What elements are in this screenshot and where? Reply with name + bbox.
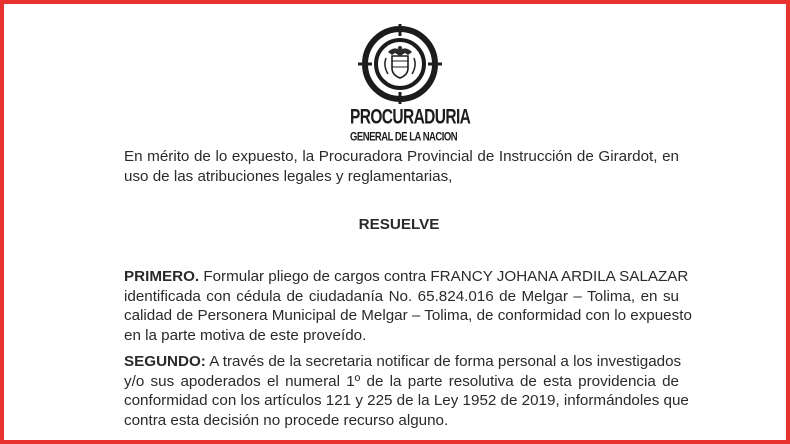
segundo-label: SEGUNDO: <box>124 353 206 370</box>
primero-line <box>124 267 689 287</box>
segundo-paragraph <box>124 352 689 430</box>
logo-subtitle: GENERAL DE LA NACION <box>350 130 458 145</box>
logo-title: PROCURADURIA <box>350 106 471 129</box>
intro-paragraph <box>124 147 679 186</box>
resolve-heading: RESUELVE <box>358 216 440 233</box>
intro-line: uso de las atribuciones legales y reglamentarias, <box>124 167 453 185</box>
segundo-line <box>124 352 682 372</box>
segundo-line: y/o sus apoderados el numeral 1º de la parte resolutiva de esta providencia de <box>124 372 679 390</box>
intro-line: En mérito de lo expuesto, la Procuradora Provincial de Instrucción de Girardot, en <box>124 148 679 165</box>
primero-line: identificada con cédula de ciudadanía No. 65.824.016 de Melgar – Tolima, en su <box>124 287 679 305</box>
primero-label: PRIMERO. <box>124 268 200 285</box>
primero-paragraph <box>124 267 692 345</box>
primero-line-text: Formular pliego de cargos contra FRANCY JOHANA ARDILA SALAZAR <box>199 268 689 285</box>
primero-line: en la parte motiva de este proveído. <box>124 326 367 344</box>
segundo-line: conformidad con los artículos 121 y 225 de la Ley 1952 de 2019, informándoles que <box>124 392 689 410</box>
procuraduria-logo <box>350 22 471 150</box>
primero-line: calidad de Personera Municipal de Melgar – Tolima, de conformidad con lo expuesto <box>124 307 692 325</box>
target-emblem-icon <box>350 22 450 112</box>
segundo-line-text: A través de la secretaria notificar de forma personal a los investigados <box>205 353 682 370</box>
segundo-line: contra esta decisión no procede recurso alguno. <box>124 411 449 429</box>
